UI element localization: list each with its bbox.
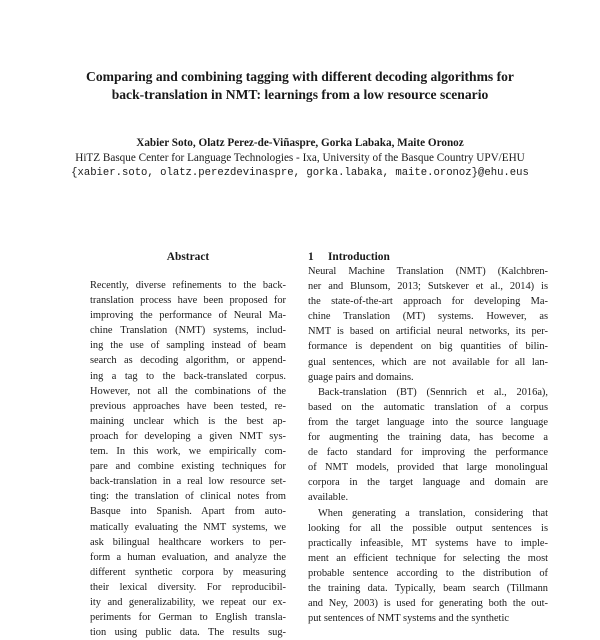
abstract-line: improving the performance of Neural Ma-	[90, 310, 286, 322]
paper-title	[40, 68, 560, 104]
introduction-line: and Ney, 2003) is used for generating both the out-	[308, 598, 548, 610]
abstract-line: matically evaluating the NMT systems, we	[90, 521, 286, 533]
abstract-line: periments for German to English transla-	[90, 612, 286, 624]
abstract-line: previous approaches have been tested, re-	[90, 400, 286, 412]
introduction-line: based on the automatic translation of a corpus	[308, 401, 548, 413]
abstract-line: search as decoding algorithm, or append-	[90, 355, 286, 367]
abstract-line: form a human evaluation, and analyze the	[90, 551, 286, 563]
abstract-heading: Abstract	[166, 251, 210, 263]
introduction-line: ment an efficient technique for selecting the most	[308, 552, 548, 564]
introduction-line: formance is dependent on big quantities of bilin-	[308, 341, 548, 353]
title-line: Comparing and combining tagging with different decoding algorithms for	[86, 69, 514, 84]
abstract-line: proach for developing a given NMT sys-	[90, 430, 286, 442]
introduction-line: available.	[308, 492, 349, 504]
abstract-line: maining unclear which is the best ap-	[90, 415, 286, 427]
introduction-line: NMT is based on artificial neural networks, its per-	[308, 326, 548, 338]
introduction-line: from the target language into the source language	[308, 416, 548, 428]
introduction-line: guage pairs and domains.	[308, 371, 414, 383]
introduction-line: the state-of-the-art approach for developing Ma-	[308, 296, 548, 308]
introduction-line: the training data. Typically, beam search (Tillmann	[308, 582, 548, 594]
abstract-line: ting: the translation of clinical notes from	[90, 491, 286, 503]
introduction-line: chine Translation (MT) systems. However, as	[308, 311, 548, 323]
introduction-line: ner and Blunsom, 2013; Sutskever et al., 2014) is	[308, 281, 548, 293]
introduction-line: for augmenting the training data, has become a	[308, 432, 548, 444]
abstract-line: tem. In this work, we empirically com-	[90, 446, 286, 458]
introduction-line: probable sentence according to the distribution of	[308, 567, 548, 579]
abstract-line: ask bilingual healthcare workers to per-	[90, 536, 286, 548]
introduction-line: of NMT models, provided that large monolingual	[308, 462, 548, 474]
abstract-line: Recently, diverse refinements to the back-	[90, 280, 286, 291]
introduction-line: looking for all the possible output sentences is	[308, 522, 548, 534]
introduction-line: When generating a translation, considering that	[318, 507, 548, 519]
authors: Xabier Soto, Olatz Perez-de-Viñaspre, Gorka Labaka, Maite Oronoz	[136, 137, 464, 149]
introduction-line: de facto standard for improving the performance	[308, 447, 548, 459]
author-emails: {xabier.soto, olatz.perezdevinaspre, gorka.labaka, maite.oronoz}@ehu.eus	[71, 167, 529, 179]
section-title: Introduction	[328, 251, 390, 263]
abstract-line: chine Translation (NMT) systems, includ-	[90, 325, 286, 337]
abstract-line: However, not all the combinations of the	[90, 385, 286, 397]
abstract-line: different synthetic corpora by measuring	[90, 566, 286, 578]
abstract-line: ity and generalizability, we repeat our ex-	[90, 596, 286, 608]
abstract-line: pare and combine existing techniques for	[90, 461, 286, 473]
introduction-line: Neural Machine Translation (NMT) (Kalchbren-	[308, 266, 548, 277]
introduction-line: practically infeasible, MT systems have to imple-	[308, 537, 548, 549]
abstract-line: ing a tag to the back-translated corpus.	[90, 370, 286, 382]
abstract-line: translation process have been proposed for	[90, 295, 286, 307]
abstract-line: ing the use of sampling instead of beam	[90, 340, 286, 352]
introduction-body	[308, 264, 548, 626]
introduction-line: put sentences of NMT systems and the synthetic	[308, 613, 509, 625]
abstract-body	[90, 278, 286, 640]
abstract-line: their lexical diversity. For reproducibil-	[90, 581, 286, 593]
introduction-line: gual sentences, which are not available for all lan-	[308, 356, 548, 368]
abstract-line: tion using public data. The results sug-	[90, 627, 286, 639]
introduction-line: corpora in the target language and domain are	[308, 477, 548, 489]
section-heading-introduction	[308, 250, 548, 264]
affiliation: HiTZ Basque Center for Language Technologies - Ixa, University of the Basque Country UPV/EHU	[75, 152, 525, 164]
abstract-line: Basque into Spanish. Apart from auto-	[90, 506, 286, 518]
title-line: back-translation in NMT: learnings from a low resource scenario	[111, 87, 489, 102]
section-number: 1	[308, 251, 314, 263]
introduction-line: Back-translation (BT) (Sennrich et al., 2016a),	[318, 386, 548, 398]
abstract-line: back-translation in a real low resource set-	[90, 476, 286, 488]
